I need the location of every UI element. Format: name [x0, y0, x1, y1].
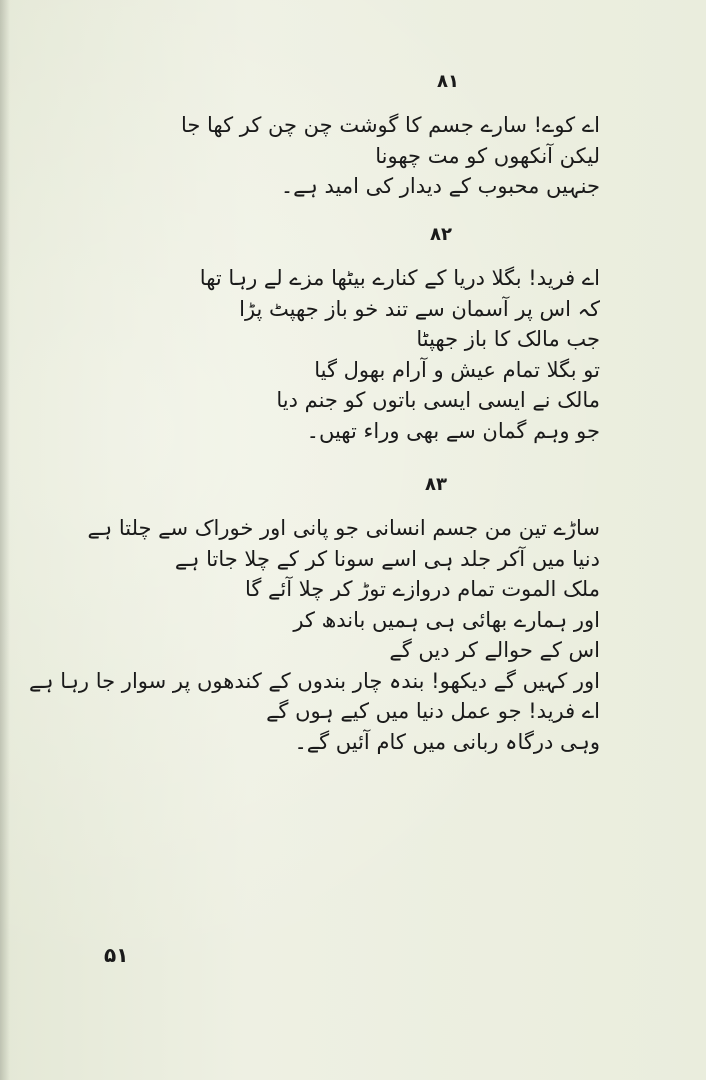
verse-line: دنیا میں آکر جلد ہی اسے سونا کر کے چلا جاتا ہے [174, 546, 600, 571]
poem-number: ۸۳ [425, 474, 447, 495]
verse-line: تو بگلا تمام عیش و آرام بھول گیا [314, 357, 600, 382]
verse-line: اور کہیں گے دیکھو! بندہ چار بندوں کے کندھوں پر سوار جا رہا ہے [28, 668, 600, 693]
verse-line: مالک نے ایسی ایسی باتوں کو جنم دیا [276, 388, 600, 412]
verse-line: وہی درگاہ ربانی میں کام آئیں گے۔ [294, 729, 600, 754]
poem-number: ۸۱ [437, 71, 459, 92]
verse-line: جو وہم گمان سے بھی وراء تھیں۔ [306, 418, 600, 443]
verse-block [181, 110, 600, 202]
verse-line: لیکن آنکھوں کو مت چھونا [375, 143, 600, 168]
page-number: ۵۱ [104, 943, 129, 967]
verse-line: اے فرید! بگلا دریا کے کنارے بیٹھا مزے لے رہا تھا [199, 266, 600, 290]
poem-number: ۸۲ [430, 224, 452, 245]
verse-line: اے کوے! سارے جسم کا گوشت چن چن کر کھا جا [180, 113, 600, 137]
verse-line: ساڑے تین من جسم انسانی جو پانی اور خوراک سے چلتا ہے [87, 516, 600, 540]
verse-line: اے فرید! جو عمل دنیا میں کیے ہوں گے [266, 699, 600, 723]
verse-line: ملک الموت تمام دروازے توڑ کر چلا آئے گا [244, 577, 600, 601]
verse-line: اس کے حوالے کر دیں گے [389, 638, 600, 662]
verse-block [29, 513, 600, 757]
verse-line: کہ اس پر آسمان سے تند خو باز جھپٹ پڑا [239, 296, 600, 321]
verse-line: اور ہمارے بھائی ہی ہمیں باندھ کر [293, 607, 600, 632]
verse-line: جب مالک کا باز جھپٹا [416, 327, 600, 351]
verse-line: جنہیں محبوب کے دیدار کی امید ہے۔ [280, 174, 600, 198]
page-edge-shadow [0, 0, 10, 1080]
verse-block [200, 263, 600, 446]
